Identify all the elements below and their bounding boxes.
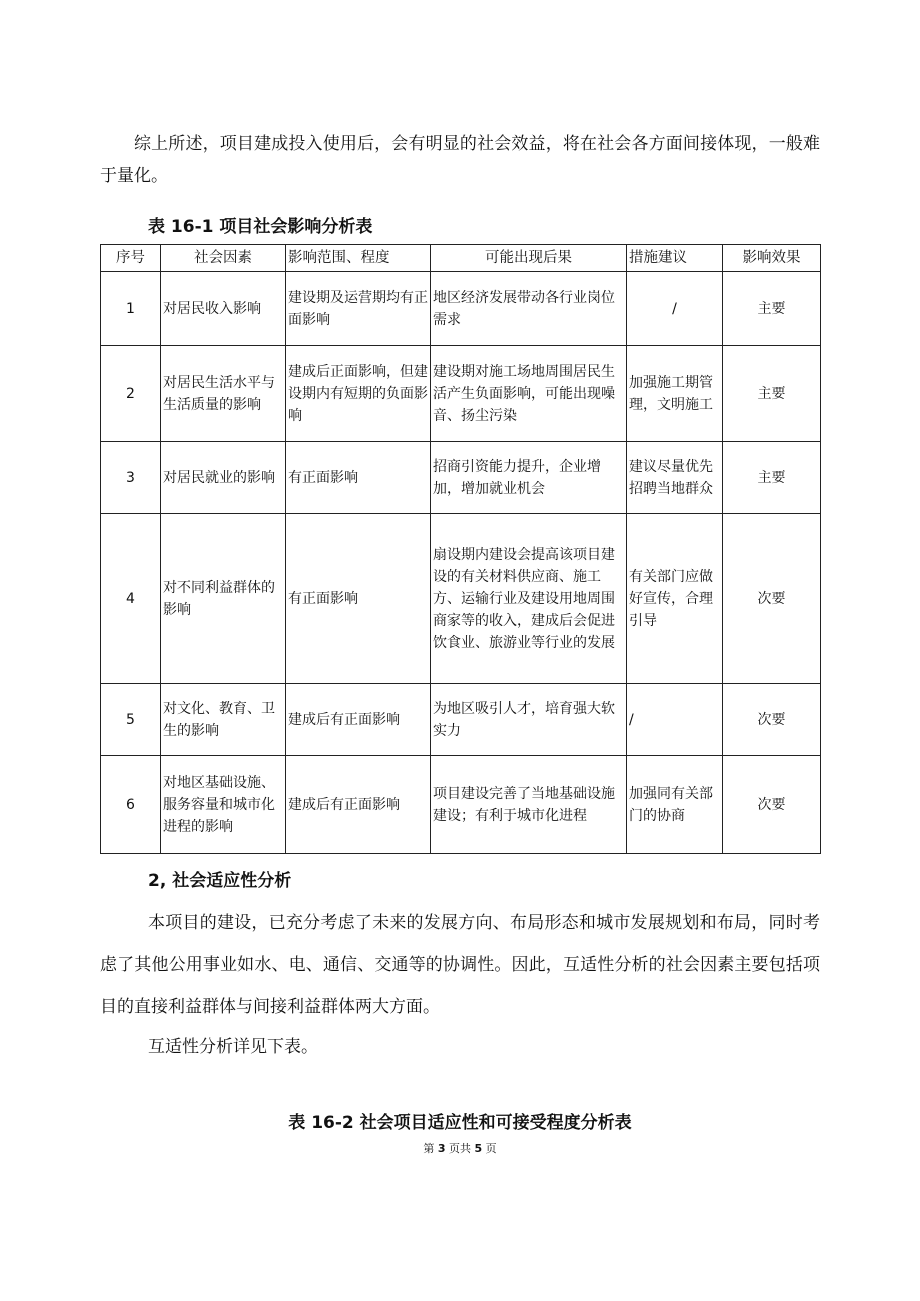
section2-paragraph: 本项目的建设，已充分考虑了未来的发展方向、布局形态和城市发展规划和布局，同时考虑了其他公用事业如水、电、通信、交通等的协调性。因此，互适性分析的社会因素主要包括项目的直接利益群体与间接利益群体两大方面。 <box>100 913 820 1017</box>
row-scope: 建成后正面影响，但建设期内有短期的负面影响 <box>286 346 431 442</box>
row-consequence: 地区经济发展带动各行业岗位需求 <box>431 272 627 346</box>
footer-middle: 页共 <box>449 1142 471 1155</box>
row-no: 6 <box>101 756 161 854</box>
row-measure: 加强同有关部门的协商 <box>627 756 723 854</box>
section2-heading: 2, 社会适应性分析 <box>148 871 292 891</box>
table-row <box>101 346 821 442</box>
header-effect: 影响效果 <box>723 245 821 272</box>
row-consequence: 项目建设完善了当地基础设施建设；有利于城市化进程 <box>431 756 627 854</box>
row-factor: 对不同利益群体的影响 <box>161 514 286 684</box>
row-scope: 建设期及运营期均有正面影响 <box>286 272 431 346</box>
page-footer <box>0 1140 920 1156</box>
footer-total-pages: 5 <box>474 1142 483 1155</box>
table-row <box>101 756 821 854</box>
table-row <box>101 442 821 514</box>
row-measure: / <box>627 272 723 346</box>
row-consequence: 扇设期内建设会提高该项目建设的有关材料供应商、施工方、运输行业及建设用地周围商家等的收入，建成后会促进饮食业、旅游业等行业的发展 <box>431 514 627 684</box>
social-impact-table <box>100 244 821 854</box>
row-scope: 有正面影响 <box>286 514 431 684</box>
footer-prefix: 第 <box>423 1142 435 1155</box>
row-measure: / <box>627 684 723 756</box>
row-consequence: 招商引资能力提升，企业增加，增加就业机会 <box>431 442 627 514</box>
section2-followup: 互适性分析详见下表。 <box>148 1037 318 1057</box>
row-effect: 次要 <box>723 756 821 854</box>
row-effect: 次要 <box>723 684 821 756</box>
row-consequence: 为地区吸引人才，培育强大软实力 <box>431 684 627 756</box>
row-factor: 对地区基础设施、服务容量和城市化进程的影响 <box>161 756 286 854</box>
row-no: 5 <box>101 684 161 756</box>
row-factor: 对居民收入影响 <box>161 272 286 346</box>
header-no: 序号 <box>101 245 161 272</box>
row-scope: 建成后有正面影响 <box>286 684 431 756</box>
row-factor: 对文化、教育、卫生的影响 <box>161 684 286 756</box>
table-row <box>101 684 821 756</box>
row-factor: 对居民就业的影响 <box>161 442 286 514</box>
table-row <box>101 272 821 346</box>
row-no: 4 <box>101 514 161 684</box>
row-scope: 有正面影响 <box>286 442 431 514</box>
header-scope: 影响范围、程度 <box>286 245 431 272</box>
row-effect: 主要 <box>723 346 821 442</box>
intro-paragraph: 综上所述，项目建成投入使用后，会有明显的社会效益，将在社会各方面间接体现，一般难于量化。 <box>100 134 820 186</box>
row-no: 2 <box>101 346 161 442</box>
row-measure: 建议尽量优先招聘当地群众 <box>627 442 723 514</box>
row-consequence: 建设期对施工场地周围居民生活产生负面影响，可能出现噪音、扬尘污染 <box>431 346 627 442</box>
row-effect: 次要 <box>723 514 821 684</box>
header-consequence: 可能出现后果 <box>431 245 627 272</box>
table2-title: 表 16-2 社会项目适应性和可接受程度分析表 <box>288 1113 632 1133</box>
table1-title: 表 16-1 项目社会影响分析表 <box>148 217 373 237</box>
row-effect: 主要 <box>723 442 821 514</box>
row-scope: 建成后有正面影响 <box>286 756 431 854</box>
row-measure: 有关部门应做好宣传，合理引导 <box>627 514 723 684</box>
table-row <box>101 514 821 684</box>
table-header-row <box>101 245 821 272</box>
row-effect: 主要 <box>723 272 821 346</box>
row-no: 3 <box>101 442 161 514</box>
footer-page-number: 3 <box>437 1142 446 1155</box>
footer-suffix: 页 <box>485 1142 497 1155</box>
header-factor: 社会因素 <box>161 245 286 272</box>
header-measure: 措施建议 <box>627 245 723 272</box>
row-measure: 加强施工期管理，文明施工 <box>627 346 723 442</box>
row-no: 1 <box>101 272 161 346</box>
row-factor: 对居民生活水平与生活质量的影响 <box>161 346 286 442</box>
